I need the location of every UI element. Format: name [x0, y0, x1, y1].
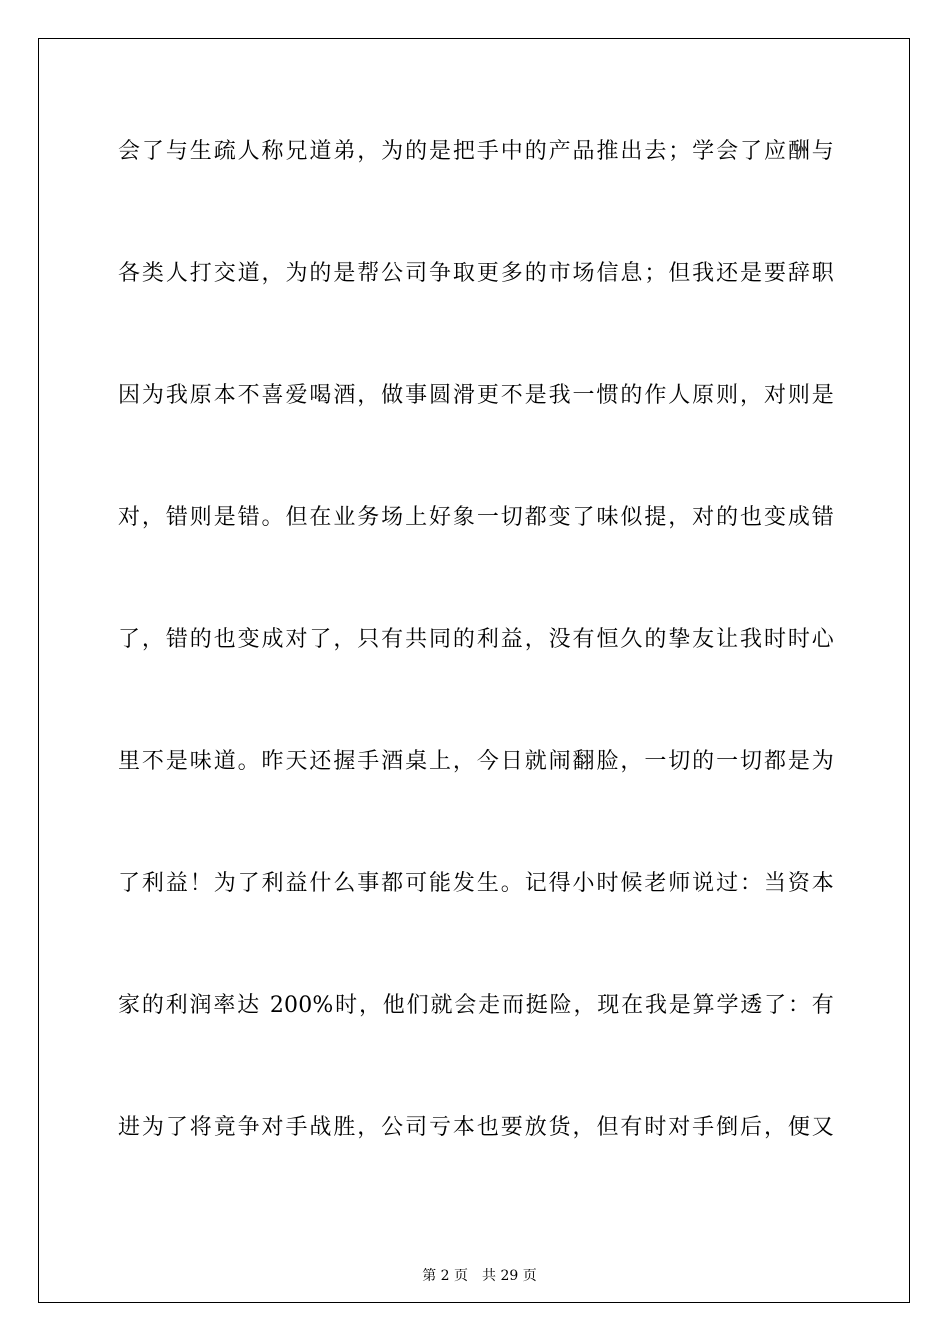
body-text: [118, 128, 834, 1226]
page-footer: [0, 1246, 950, 1286]
text-line-7: 了利益！为了利益什么事都可能发生。记得小时候老师说过：当资本: [118, 871, 834, 896]
text-line-1: 会了与生疏人称兄道弟，为的是把手中的产品推出去；学会了应酬与: [118, 139, 834, 164]
text-line-3: 因为我原本不喜爱喝酒，做事圆滑更不是我一惯的作人原则，对则是: [118, 383, 834, 408]
text-line-8: 家的利润率达 200%时，他们就会走而挺险，现在我是算学透了：有: [118, 993, 834, 1018]
text-line-4: 对，错则是错。但在业务场上好象一切都变了味似提，对的也变成错: [118, 505, 834, 530]
text-line-9: 进为了将竟争对手战胜，公司亏本也要放货，但有时对手倒后，便又: [118, 1115, 834, 1140]
page-number: 第 2 页: [422, 1268, 468, 1284]
text-line-6: 里不是味道。昨天还握手酒桌上，今日就闹翻脸，一切的一切都是为: [118, 749, 834, 774]
page-total: 共 29 页: [482, 1268, 537, 1284]
text-line-2: 各类人打交道，为的是帮公司争取更多的市场信息；但我还是要辞职: [118, 261, 834, 286]
text-line-5: 了，错的也变成对了，只有共同的利益，没有恒久的挚友让我时时心: [118, 627, 834, 652]
